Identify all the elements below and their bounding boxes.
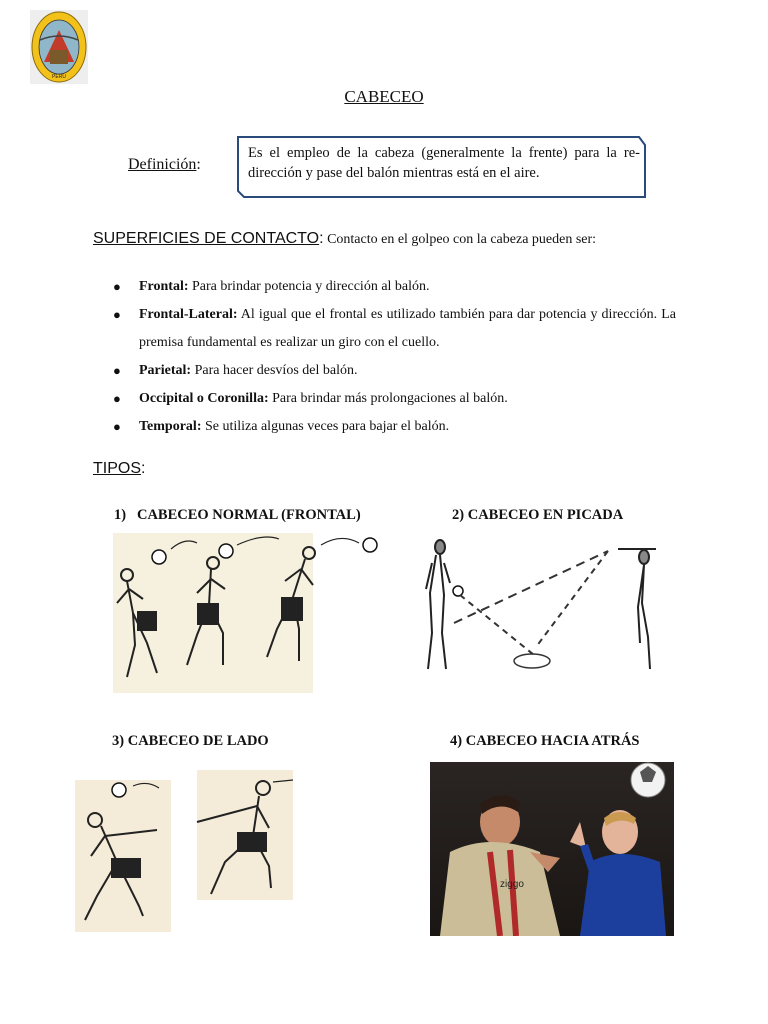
tipo-label: CABECEO DE LADO [127,733,269,749]
tipos-heading-colon: : [141,460,146,477]
image-cabeceo-picada [418,533,668,683]
list-item [113,385,676,413]
bullet-icon: ● [113,279,121,294]
player-shirt-text: ziggo [500,879,524,890]
definition-label-text: Definición [128,156,197,173]
bullet-icon: ● [113,419,121,434]
bullet-icon: ● [113,363,121,378]
definition-label [128,156,201,174]
contact-heading: SUPERFICIES DE CONTACTO [93,230,320,247]
tipo-number: 4) [450,733,463,749]
list-item-term: Temporal: [139,419,202,434]
bullet-icon: ● [113,391,121,406]
list-item [113,413,676,441]
bullet-icon: ● [113,307,121,322]
tipo-caption-1 [114,507,361,524]
tipo-label: CABECEO EN PICADA [467,507,624,523]
list-item-term: Parietal: [139,363,192,378]
list-item-text: Para brindar más prolongaciones al balón. [268,391,508,406]
tipos-heading [93,460,145,478]
page-title: CABECEO [344,87,424,106]
image-cabeceo-lado [57,766,319,936]
tipo-number: 3) [112,733,125,749]
list-item-term: Frontal-Lateral: [139,307,238,322]
definition-text: Es el empleo de la cabeza (generalmente la frente) para la re-dirección y pase del balón mientras está en el aire. [248,145,640,181]
contact-heading-line [93,230,693,248]
list-item-term: Occipital o Coronilla: [139,391,269,406]
list-item [113,273,676,301]
list-item-text: Al igual que el frontal es utilizado también para dar potencia y dirección. La premisa fundamental es realizar un giro con el cuello. [139,307,676,350]
tipo-caption-2 [452,507,623,524]
contact-list [113,273,676,441]
contact-heading-colon: : [319,230,324,247]
image-cabeceo-normal [113,533,380,693]
definition-label-colon: : [196,156,201,173]
logo-bottom-text: PERU [52,74,66,80]
tipo-caption-3 [112,733,269,750]
list-item-text: Se utiliza algunas veces para bajar el balón. [201,419,450,434]
tipo-number: 2) [452,507,465,523]
list-item [113,357,676,385]
tipo-caption-4 [450,733,640,750]
list-item-text: Para brindar potencia y dirección al balón. [188,279,430,294]
tipo-number: 1) [114,507,127,523]
contact-intro: Contacto en el golpeo con la cabeza pueden ser: [323,232,597,247]
image-cabeceo-hacia-atras [430,762,674,936]
university-logo [30,10,88,84]
tipos-heading-text: TIPOS [93,460,142,477]
tipo-label: CABECEO NORMAL (FRONTAL) [136,507,361,523]
tipo-label: CABECEO HACIA ATRÁS [465,733,640,749]
list-item-term: Frontal: [139,279,189,294]
list-item-text: Para hacer desvíos del balón. [191,363,358,378]
list-item [113,301,676,357]
